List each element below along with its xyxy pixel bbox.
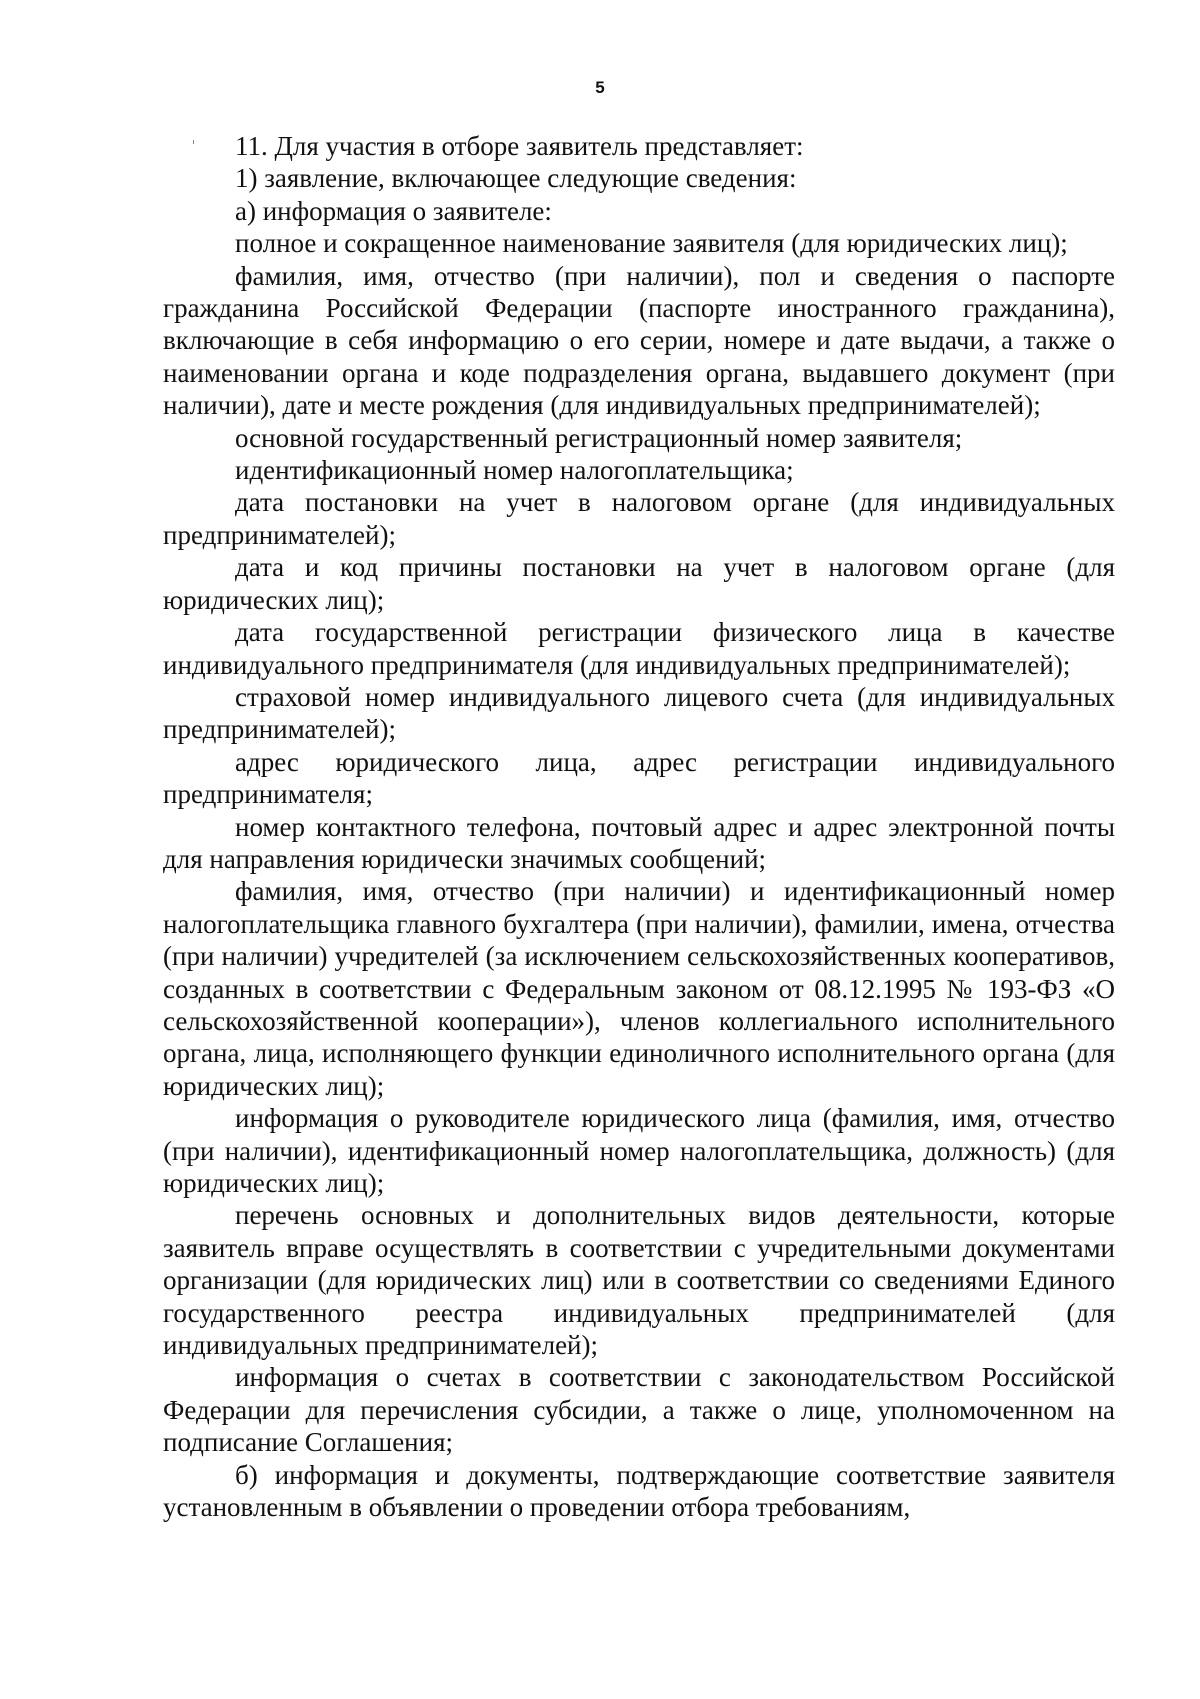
paragraph-kpp: дата и код причины постановки на учет в налоговом органе (для юридических лиц);	[163, 552, 1115, 615]
paragraph-contacts: номер контактного телефона, почтовый адрес и адрес электронной почты для направления юридически значимых сообщений;	[163, 811, 1115, 874]
paragraph-activities: перечень основных и дополнительных видов деятельности, которые заявитель вправе осуществлять в соответствии с учредительными документами организации (для юридических лиц) или в соответствии со сведениями Единого государственного реестра индивидуальных предпринимателей (для индивидуальных предпринимателей);	[163, 1200, 1115, 1361]
paragraph-ogrn: основной государственный регистрационный номер заявителя;	[235, 422, 963, 453]
paragraph-address: адрес юридического лица, адрес регистрации индивидуального предпринимателя;	[163, 746, 1115, 810]
paragraph-snils: страховой номер индивидуального лицевого счета (для индивидуальных предпринимателей);	[163, 681, 1115, 745]
paragraph-state-registration-date: дата государственной регистрации физического лица в качестве индивидуального предпринимателя (для индивидуальных предпринимателей);	[163, 617, 1115, 680]
page-number: 5	[595, 78, 605, 97]
paragraph-tax-registration-date: дата постановки на учет в налоговом органе (для индивидуальных предпринимателей);	[163, 487, 1115, 550]
paragraph-head: информация о руководителе юридического лица (фамилия, имя, отчество (при наличии), идентификационный номер налогоплательщика, должность) (для юридических лиц);	[163, 1103, 1115, 1198]
paragraph-subitem-1: 1) заявление, включающее следующие сведения:	[235, 163, 797, 194]
paragraph-subitem-b: б) информация и документы, подтверждающие соответствие заявителя установленным в объявлении о проведении отбора требованиям,	[163, 1459, 1115, 1523]
document-body	[163, 130, 1115, 1523]
paragraph-accounts: информация о счетах в соответствии с законодательством Российской Федерации для перечисления субсидии, а также о лице, уполномоченном на подписание Соглашения;	[163, 1362, 1115, 1458]
paragraph-item-11: 11. Для участия в отборе заявитель представляет:	[235, 131, 804, 161]
paragraph-founders: фамилия, имя, отчество (при наличии) и идентификационный номер налогоплательщика главного бухгалтера (при наличии), фамилии, имена, отчества (при наличии) учредителей (за исключением сельскохозяйственных кооперативов, созданных в соответствии с Федеральным законом от 08.12.1995 № 193-ФЗ «О сельскохозяйственной кооперации»), членов коллегиального исполнительного органа, лица, исполняющего функции единоличного исполнительного органа (для юридических лиц);	[163, 876, 1115, 1101]
paragraph-passport: фамилия, имя, отчество (при наличии), пол и сведения о паспорте гражданина Российской Федерации (паспорте иностранного гражданина), включающие в себя информацию о его серии, номере и дате выдачи, а также о наименовании органа и коде подразделения органа, выдавшего документ (при наличии), дате и месте рождения (для индивидуальных предпринимателей);	[163, 260, 1115, 421]
paragraph-subitem-a: а) информация о заявителе:	[235, 195, 552, 226]
paragraph-name: полное и сокращенное наименование заявителя (для юридических лиц);	[235, 228, 1068, 259]
paragraph-inn: идентификационный номер налогоплательщика;	[235, 455, 794, 486]
